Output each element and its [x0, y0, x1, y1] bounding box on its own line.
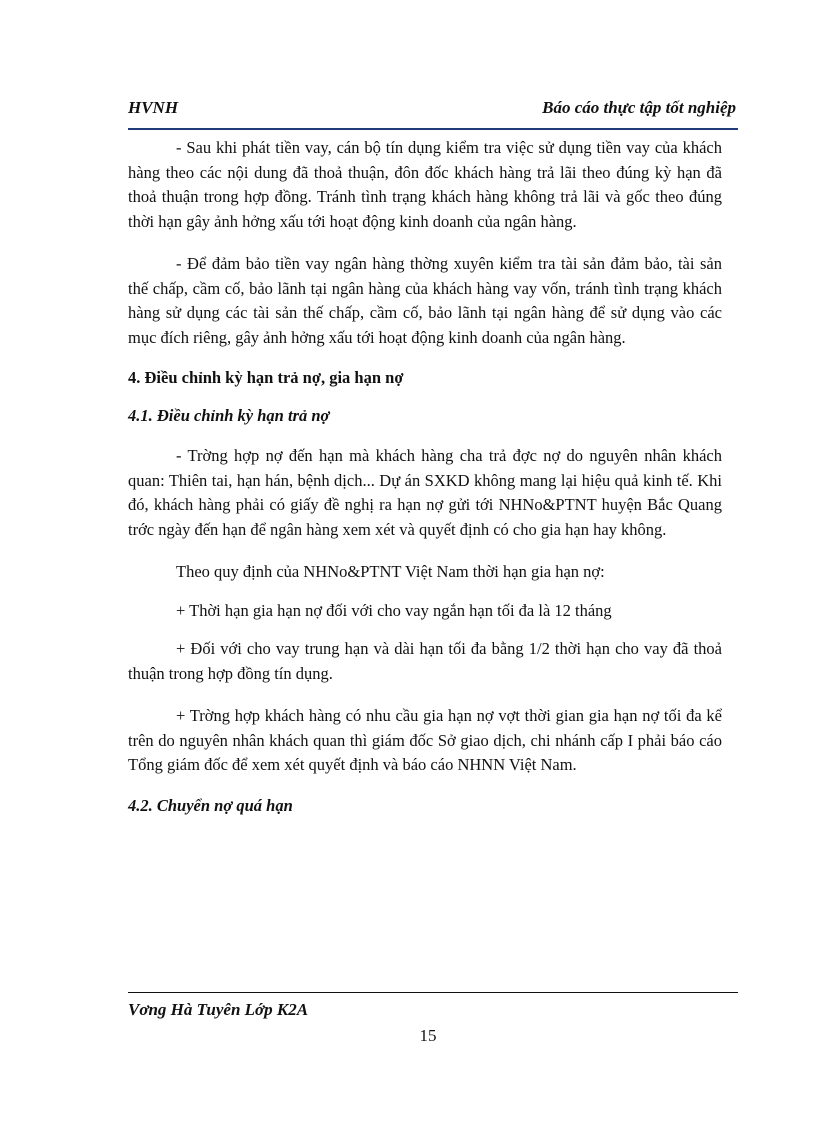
paragraph-short-term-limit: + Thời hạn gia hạn nợ đối với cho vay ngắn hạn tối đa là 12 tháng — [176, 600, 612, 620]
footer-author: Vơng Hà Tuyên Lớp K2A — [128, 1000, 309, 1019]
header-right-title: Báo cáo thực tập tốt nghiệp — [542, 98, 736, 117]
paragraph-exceeding-limit: + Trờng hợp khách hàng có nhu cầu gia hạn nợ vợt thời gian gia hạn nợ tối đa kể trên do nguyên nhân khách quan thì giám đốc Sở giao dịch, chi nhánh cấp I phải báo cáo Tổng giám đốc để xem xét quyết định và báo cáo NHNN Việt Nam. — [128, 706, 722, 774]
header-divider — [128, 128, 738, 130]
page-number: 15 — [419, 1026, 437, 1045]
subsection-heading-4-1: 4.1. Điều chỉnh kỳ hạn trả nợ — [128, 406, 330, 425]
paragraph-loan-usage-check: - Sau khi phát tiền vay, cán bộ tín dụng kiểm tra việc sử dụng tiền vay của khách hàng theo các nội dung đã thoả thuận, đôn đốc khách hàng trả lãi theo đúng kỳ hạn đã thoả thuận trong hợp đồng. Tránh tình trạng khách hàng không trả lãi và gốc theo đúng thời hạn gây ảnh hởng xấu tới hoạt động kinh doanh của ngân hàng. — [128, 138, 722, 231]
footer-divider — [128, 992, 738, 993]
header-left-title: HVNH — [128, 98, 179, 117]
page-body — [128, 136, 722, 834]
section-heading: 4. Điều chỉnh kỳ hạn trả nợ, gia hạn nợ — [128, 368, 404, 387]
paragraph-medium-long-term-limit: + Đối với cho vay trung hạn và dài hạn tối đa bằng 1/2 thời hạn cho vay đã thoả thuận trong hợp đồng tín dụng. — [128, 639, 722, 683]
subsection-heading-4-2: 4.2. Chuyển nợ quá hạn — [128, 795, 293, 815]
paragraph-collateral-check: - Để đảm bảo tiền vay ngân hàng thờng xuyên kiểm tra tài sản đảm bảo, tài sản thế chấp, cầm cố, bảo lãnh tại ngân hàng của khách hàng vay vốn, tránh tình trạng khách hàng sử dụng các tài sản thế chấp, cầm cố, bảo lãnh tại ngân hàng để sử dụng vào các mục đích riêng, gây ảnh hởng xấu tới hoạt động kinh doanh của ngân hàng. — [128, 254, 722, 347]
paragraph-regulation-intro: Theo quy định của NHNo&PTNT Việt Nam thời hạn gia hạn nợ: — [176, 562, 605, 581]
paragraph-overdue-cause: - Trờng hợp nợ đến hạn mà khách hàng cha trả đợc nợ do nguyên nhân khách quan: Thiên tai, hạn hán, bệnh dịch... Dự án SXKD không mang lại hiệu quả kinh tế. Khi đó, khách hàng phải có giấy đề nghị ra hạn nợ gửi tới NHNo&PTNT huyện Bắc Quang trớc ngày đến hạn để ngân hàng xem xét và quyết định có cho gia hạn hay không. — [128, 446, 722, 539]
